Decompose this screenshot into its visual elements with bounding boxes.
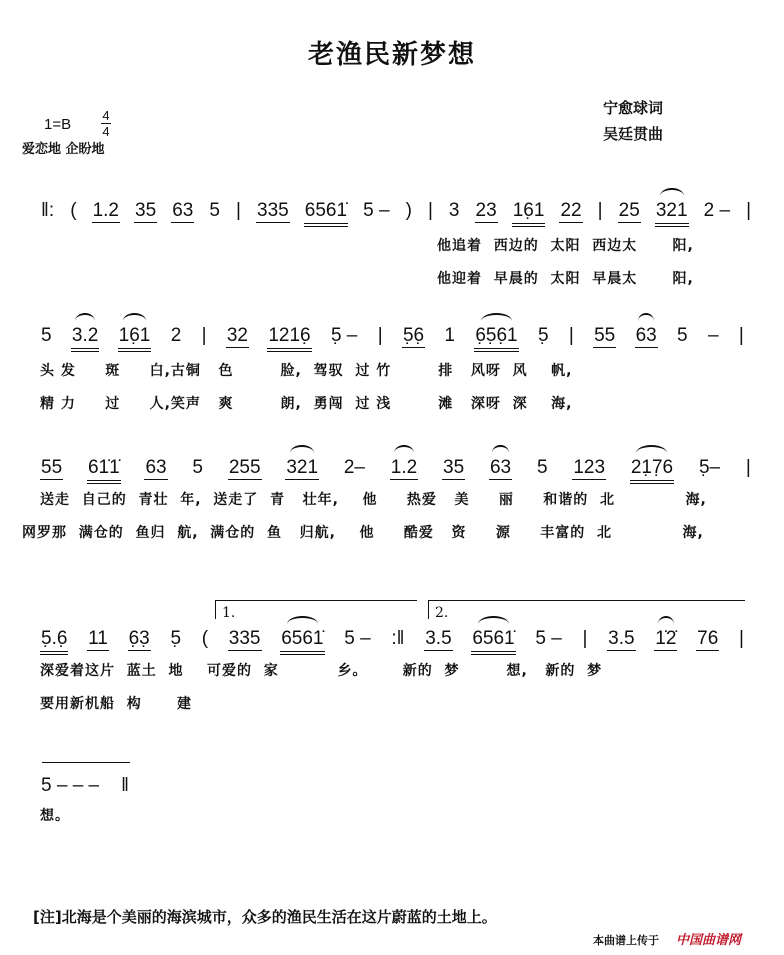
barline: | bbox=[236, 200, 241, 221]
note-group: 6̣5̣6̣1 bbox=[474, 325, 518, 352]
note-group: 5 – bbox=[344, 628, 371, 649]
barline: ‖: bbox=[41, 200, 55, 221]
note-group: 63 bbox=[635, 325, 657, 346]
volta-ending-1: 1. bbox=[215, 600, 417, 619]
barline: | bbox=[597, 200, 603, 221]
note-group: 5 bbox=[209, 200, 220, 221]
expression-mark: 爱恋地 企盼地 bbox=[22, 142, 105, 157]
note-group: 5 bbox=[536, 457, 548, 478]
lyrics-verse-1: 头 发 斑 白,古铜 色 脸, 驾驭 过 竹 排 风呀 风 帆, bbox=[40, 363, 573, 379]
note-group: 32 bbox=[226, 325, 248, 346]
note-group: 335 bbox=[228, 628, 261, 649]
notation-line bbox=[40, 628, 745, 658]
note-group: 23 bbox=[475, 200, 497, 221]
barline: | bbox=[582, 628, 588, 649]
song-title: 老渔民新梦想 bbox=[307, 40, 476, 70]
note-group: 5 bbox=[677, 325, 688, 346]
key-signature: 1=B bbox=[44, 116, 72, 133]
meter-bottom: 4 bbox=[102, 124, 110, 139]
barline: | bbox=[377, 325, 383, 346]
notation-line bbox=[40, 457, 752, 487]
barline: | bbox=[745, 457, 751, 478]
note-group: 5 – bbox=[363, 200, 390, 221]
lyrics-verse-2: 要用新机船 构 建 bbox=[40, 696, 192, 712]
note-group: 63 bbox=[489, 457, 512, 478]
barline: | bbox=[427, 200, 433, 221]
note-group: 5 – – – bbox=[41, 775, 100, 796]
note-group: 3.5 bbox=[608, 628, 635, 649]
note-group: 335 bbox=[257, 200, 289, 221]
note-group: 321 bbox=[655, 200, 689, 227]
note-group: – bbox=[707, 325, 719, 346]
note-group: 22 bbox=[560, 200, 582, 221]
note-group: 5̣ bbox=[170, 628, 182, 649]
lyrics-verse-2: 网罗那 满仓的 鱼归 航, 满仓的 鱼 归航, 他 酷爱 资 源 丰富的 北 海, bbox=[22, 525, 704, 541]
note-group: 6561̇ bbox=[280, 628, 324, 655]
note-group: 76 bbox=[697, 628, 719, 649]
barline: :‖ bbox=[391, 628, 405, 649]
upload-note: 本曲谱上传于 bbox=[593, 934, 659, 947]
lyricist: 宁愈球词 bbox=[603, 99, 664, 117]
notation-line bbox=[40, 200, 752, 230]
note-group: 3.5 bbox=[425, 628, 452, 649]
note-group: 321 bbox=[286, 457, 319, 478]
note-group: 1 bbox=[444, 325, 455, 346]
lyrics-verse-1: 他追着 西边的 太阳 西边太 阳, bbox=[437, 238, 694, 254]
note-group: 6561̇ bbox=[304, 200, 348, 227]
note-group: 16̣1 bbox=[118, 325, 152, 352]
note-group: 2 bbox=[170, 325, 182, 346]
note-group: 1.2 bbox=[92, 200, 119, 221]
note-group: 5 – bbox=[535, 628, 562, 649]
lyrics-verse-2: 精 力 过 人,笑声 爽 朗, 勇闯 过 浅 滩 深呀 深 海, bbox=[40, 396, 573, 412]
barline: | bbox=[739, 628, 744, 649]
barline: | bbox=[746, 200, 751, 221]
note-group: 5̣ – bbox=[330, 325, 358, 346]
lyrics-verse-2: 他迎着 早晨的 太阳 早晨太 阳, bbox=[437, 271, 694, 287]
note-group: 35 bbox=[443, 457, 465, 478]
note-group: 5̣– bbox=[698, 457, 721, 478]
note-group: 6̣3̣ bbox=[128, 628, 150, 649]
lyrics-verse-1: 送走 自己的 青壮 年, 送走了 青 壮年, 他 热爱 美 丽 和谐的 北 海, bbox=[40, 492, 707, 508]
note-group: 16̣1 bbox=[512, 200, 546, 227]
note-group: 123 bbox=[573, 457, 606, 478]
composer: 吴廷贯曲 bbox=[603, 125, 664, 143]
note-group: 6561̇ bbox=[471, 628, 515, 655]
lyrics-verse-1: 想。 bbox=[40, 808, 70, 824]
barline: | bbox=[738, 325, 744, 346]
time-signature bbox=[101, 108, 111, 139]
note-group: 63 bbox=[172, 200, 194, 221]
meter-top: 4 bbox=[102, 108, 110, 123]
note-group: 2 – bbox=[703, 200, 731, 221]
note-group: 1.2 bbox=[390, 457, 418, 478]
barline: ( bbox=[201, 628, 209, 649]
note-group: 11 bbox=[88, 628, 108, 649]
barline: | bbox=[568, 325, 574, 346]
note-group: 5̣6̣ bbox=[402, 325, 425, 346]
note-group: 21̣7̣6 bbox=[630, 457, 674, 484]
footnote: [注]北海是个美丽的海滨城市，众多的渔民生活在这片蔚蓝的土地上。 bbox=[33, 908, 497, 926]
note-group: 61̇1̇ bbox=[87, 457, 121, 484]
note-group: 63 bbox=[145, 457, 167, 478]
barline: ‖ bbox=[121, 775, 129, 796]
note-group: 5 bbox=[192, 457, 203, 478]
note-group: 5̣ bbox=[537, 325, 549, 346]
note-group: 25 bbox=[618, 200, 640, 221]
note-group: 3 bbox=[448, 200, 460, 221]
notation-line bbox=[40, 775, 130, 805]
ending-bracket bbox=[42, 762, 130, 763]
note-group: 35 bbox=[135, 200, 157, 221]
barline: ) bbox=[405, 200, 412, 221]
note-group: 55 bbox=[41, 457, 63, 478]
barline: ( bbox=[70, 200, 77, 221]
note-group: 5 bbox=[41, 325, 52, 346]
credits bbox=[603, 95, 663, 147]
notation-line bbox=[40, 325, 745, 355]
note-group: 1216̣ bbox=[267, 325, 311, 352]
note-group: 55 bbox=[594, 325, 616, 346]
barline: | bbox=[201, 325, 207, 346]
note-group: 3.2 bbox=[71, 325, 99, 352]
note-group: 5̣.6̣ bbox=[40, 628, 68, 655]
site-logo[interactable]: 中国曲谱网 bbox=[676, 933, 742, 948]
note-group: 1̇2̇ bbox=[655, 628, 677, 649]
volta-ending-2: 2. bbox=[428, 600, 745, 619]
lyrics-verse-1: 深爱着这片 蓝土 地 可爱的 家 乡。 新的 梦 想, 新的 梦 bbox=[40, 663, 603, 679]
note-group: 2– bbox=[343, 457, 365, 478]
note-group: 255 bbox=[228, 457, 261, 478]
